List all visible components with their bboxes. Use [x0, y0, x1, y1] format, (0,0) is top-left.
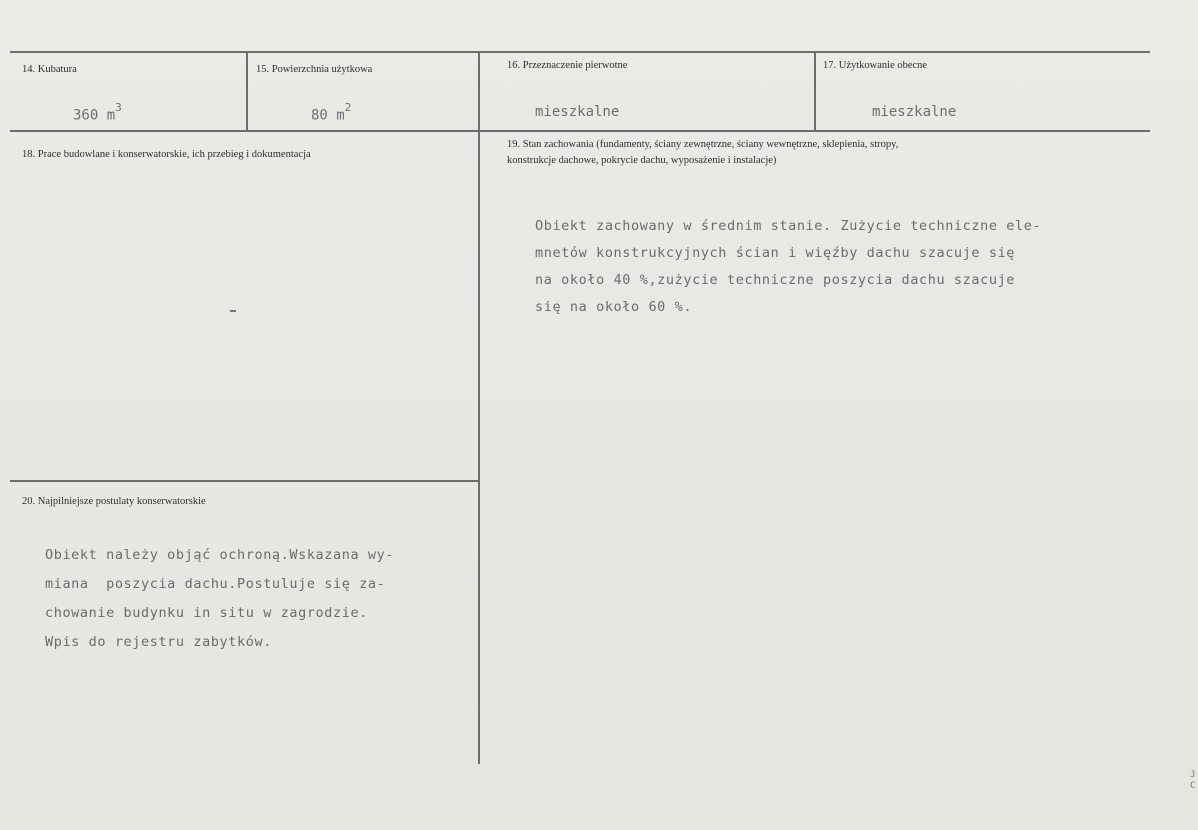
kubatura-exponent: 3	[115, 101, 122, 114]
prace-label: 18. Prace budowlane i konserwatorskie, ich przebieg i dokumentacja	[22, 149, 311, 160]
col-divider-3	[814, 52, 816, 130]
stan-label-line2: konstrukcje dachowe, pokrycie dachu, wyposażenie i instalacje)	[507, 155, 777, 166]
uzytkowanie-value: mieszkalne	[872, 104, 957, 120]
przeznaczenie-value: mieszkalne	[535, 104, 620, 120]
powierzchnia-value	[311, 101, 352, 124]
col-divider-1	[246, 52, 248, 130]
przeznaczenie-label: 16. Przeznaczenie pierwotne	[507, 60, 628, 71]
stan-text: Obiekt zachowany w średnim stanie. Zużycie techniczne ele- mnetów konstrukcyjnych ścian i więźby dachu szacuje się na około 40 %,zużycie techniczne poszycia dachu szacuje się na około 60 %.	[535, 218, 1042, 315]
powierzchnia-label: 15. Powierzchnia użytkowa	[256, 64, 373, 75]
row1-bottom-rule	[10, 130, 1150, 132]
stan-label-line1: 19. Stan zachowania (fundamenty, ściany zewnętrzne, ściany wewnętrzne, sklepienia, stropy,	[507, 139, 899, 150]
postulaty-label: 20. Najpilniejsze postulaty konserwatorskie	[22, 496, 206, 507]
kubatura-label: 14. Kubatura	[22, 64, 77, 75]
top-rule	[10, 51, 1150, 53]
row2-bottom-rule-left	[10, 480, 480, 482]
prace-empty-dash	[230, 310, 236, 312]
kubatura-value	[73, 101, 122, 124]
col-divider-2	[478, 52, 480, 764]
edge-mark: J C	[1190, 770, 1196, 791]
uzytkowanie-label: 17. Użytkowanie obecne	[823, 60, 928, 71]
powierzchnia-number: 80 m	[311, 107, 345, 124]
postulaty-text: Obiekt należy objąć ochroną.Wskazana wy- miana poszycia dachu.Postuluje się za- chowanie budynku in situ w zagrodzie. Wpis do rejestru zabytków.	[45, 547, 395, 650]
kubatura-number: 360 m	[73, 107, 116, 124]
powierzchnia-exponent: 2	[344, 101, 352, 114]
